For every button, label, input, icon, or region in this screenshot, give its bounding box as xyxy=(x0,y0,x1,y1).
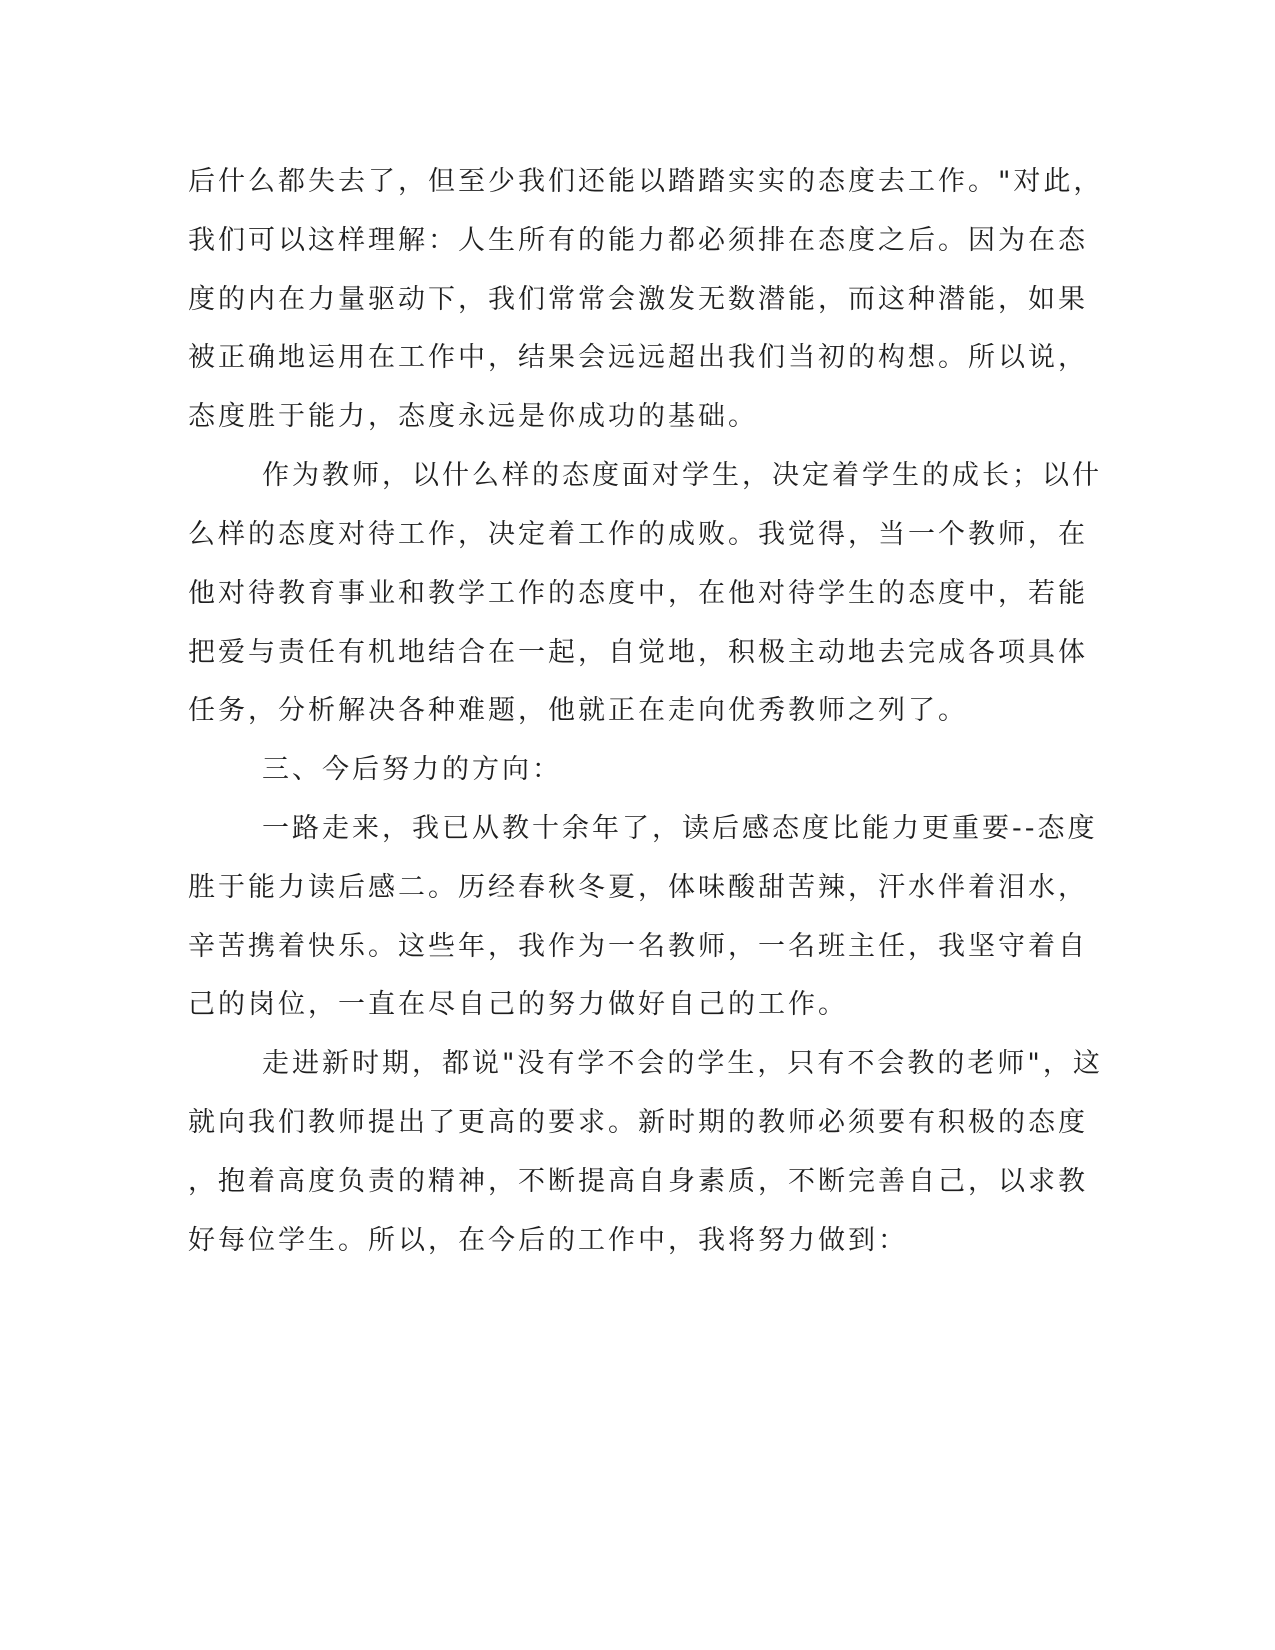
text-line: 度的内在力量驱动下，我们常常会激发无数潜能，而这种潜能，如果 xyxy=(188,284,1088,315)
text-line: 么样的态度对待工作，决定着工作的成败。我觉得，当一个教师，在 xyxy=(188,519,1088,550)
text-line: 后什么都失去了，但至少我们还能以踏踏实实的态度去工作。"对此， xyxy=(188,166,1104,197)
text-line: 态度胜于能力，态度永远是你成功的基础。 xyxy=(188,401,758,432)
text-line: 胜于能力读后感二。历经春秋冬夏，体味酸甜苦辣，汗水伴着泪水， xyxy=(188,872,1088,903)
section-heading: 三、今后努力的方向： xyxy=(262,754,562,785)
text-line: ，抱着高度负责的精神，不断提高自身素质，不断完善自己，以求教 xyxy=(188,1166,1088,1197)
text-line: 任务，分析解决各种难题，他就正在走向优秀教师之列了。 xyxy=(188,695,968,726)
text-line: 把爱与责任有机地结合在一起，自觉地，积极主动地去完成各项具体 xyxy=(188,637,1088,668)
text-line: 我们可以这样理解：人生所有的能力都必须排在态度之后。因为在态 xyxy=(188,225,1088,256)
text-line: 好每位学生。所以，在今后的工作中，我将努力做到： xyxy=(188,1225,908,1256)
text-line: 被正确地运用在工作中，结果会远远超出我们当初的构想。所以说， xyxy=(188,342,1088,373)
text-line: 他对待教育事业和教学工作的态度中，在他对待学生的态度中，若能 xyxy=(188,578,1088,609)
paragraph-first-line: 走进新时期，都说"没有学不会的学生，只有不会教的老师"，这 xyxy=(262,1048,1103,1079)
text-line: 辛苦携着快乐。这些年，我作为一名教师，一名班主任，我坚守着自 xyxy=(188,931,1088,962)
paragraph-first-line: 一路走来，我已从教十余年了，读后感态度比能力更重要--态度 xyxy=(262,813,1098,844)
paragraph-first-line: 作为教师，以什么样的态度面对学生，决定着学生的成长；以什 xyxy=(262,460,1102,491)
text-line: 己的岗位，一直在尽自己的努力做好自己的工作。 xyxy=(188,989,848,1020)
text-line: 就向我们教师提出了更高的要求。新时期的教师必须要有积极的态度 xyxy=(188,1107,1088,1138)
